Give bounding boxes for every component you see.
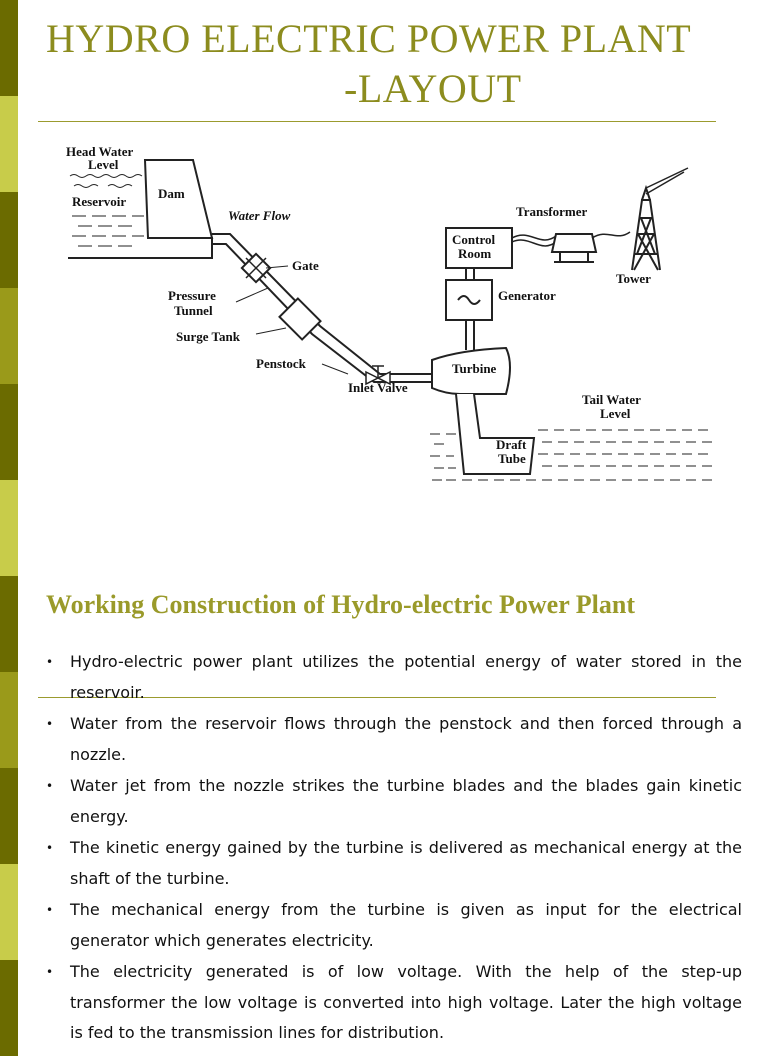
dam-base (148, 238, 212, 258)
bullet-text: Water from the reservoir flows through the penstock and then forced through a nozzle. (70, 714, 742, 764)
list-item (40, 647, 742, 708)
surge-tank (279, 298, 320, 339)
label-penstock: Penstock (256, 356, 306, 371)
bullet-icon: • (46, 965, 54, 979)
label-head-water-level-2: Level (88, 157, 119, 172)
label-control-room-2: Room (458, 246, 492, 261)
list-item (40, 957, 742, 1049)
list-item (40, 895, 742, 956)
bullet-text: The mechanical energy from the turbine is given as input for the electrical generator which generates electricity. (70, 900, 742, 950)
label-tail-water-level-2: Level (600, 406, 631, 421)
bullet-icon: • (46, 841, 54, 855)
label-control-room-1: Control (452, 232, 496, 247)
bullet-icon: • (46, 779, 54, 793)
label-tower: Tower (616, 271, 651, 286)
turbine-shaft (466, 320, 474, 350)
transmission-line-2 (512, 240, 556, 246)
bullet-list (40, 647, 742, 1050)
label-inlet-valve: Inlet Valve (348, 380, 408, 395)
reservoir-water (70, 175, 144, 247)
label-tail-water-level-1: Tail Water (582, 392, 641, 407)
bullet-text: The kinetic energy gained by the turbine is delivered as mechanical energy at the shaft of the turbine. (70, 838, 742, 888)
section-heading: Working Construction of Hydro-electric Power Plant (46, 590, 636, 619)
tower (632, 200, 660, 270)
bullet-text: The electricity generated is of low voltage. With the help of the step-up transformer the low voltage is converted into high voltage. Later the high voltage is fed to the transmission lines for distribution. (70, 962, 742, 1042)
pressure-tunnel-pipe (212, 234, 420, 374)
transformer-base (554, 252, 594, 262)
label-generator: Generator (498, 288, 556, 303)
label-dam: Dam (158, 186, 185, 201)
label-draft-tube-2: Tube (498, 451, 526, 466)
list-item (40, 771, 742, 832)
bullet-text: Water jet from the nozzle strikes the turbine blades and the blades gain kinetic energy. (70, 776, 742, 826)
transmission-line-3 (592, 232, 630, 238)
bullet-text: Hydro-electric power plant utilizes the potential energy of water stored in the reservoir. (70, 652, 742, 702)
label-pressure-tunnel-1: Pressure (168, 288, 216, 303)
label-head-water-level-1: Head Water (66, 144, 134, 159)
bullet-icon: • (46, 717, 54, 731)
transmission-line-1 (512, 235, 556, 240)
label-draft-tube-1: Draft (496, 437, 527, 452)
label-transformer: Transformer (516, 204, 588, 219)
generator-coupling (466, 268, 474, 280)
label-reservoir: Reservoir (72, 194, 127, 209)
transformer (552, 234, 596, 252)
decorative-side-stripe (0, 0, 18, 1024)
page-title-line-1: HYDRO ELECTRIC POWER PLANT (46, 16, 692, 61)
label-surge-tank: Surge Tank (176, 329, 240, 344)
hydro-plant-layout-diagram (60, 138, 730, 498)
label-gate: Gate (292, 258, 319, 273)
tower-lines (646, 168, 688, 194)
label-water-flow: Water Flow (228, 208, 291, 223)
bullet-icon: • (46, 655, 54, 669)
label-turbine: Turbine (452, 361, 497, 376)
list-item (40, 833, 742, 894)
list-item (40, 709, 742, 770)
bullet-icon: • (46, 903, 54, 917)
page-title-line-2: -LAYOUT (344, 66, 522, 111)
page-title (46, 14, 746, 114)
label-pressure-tunnel-2: Tunnel (174, 303, 213, 318)
title-divider (38, 121, 716, 122)
